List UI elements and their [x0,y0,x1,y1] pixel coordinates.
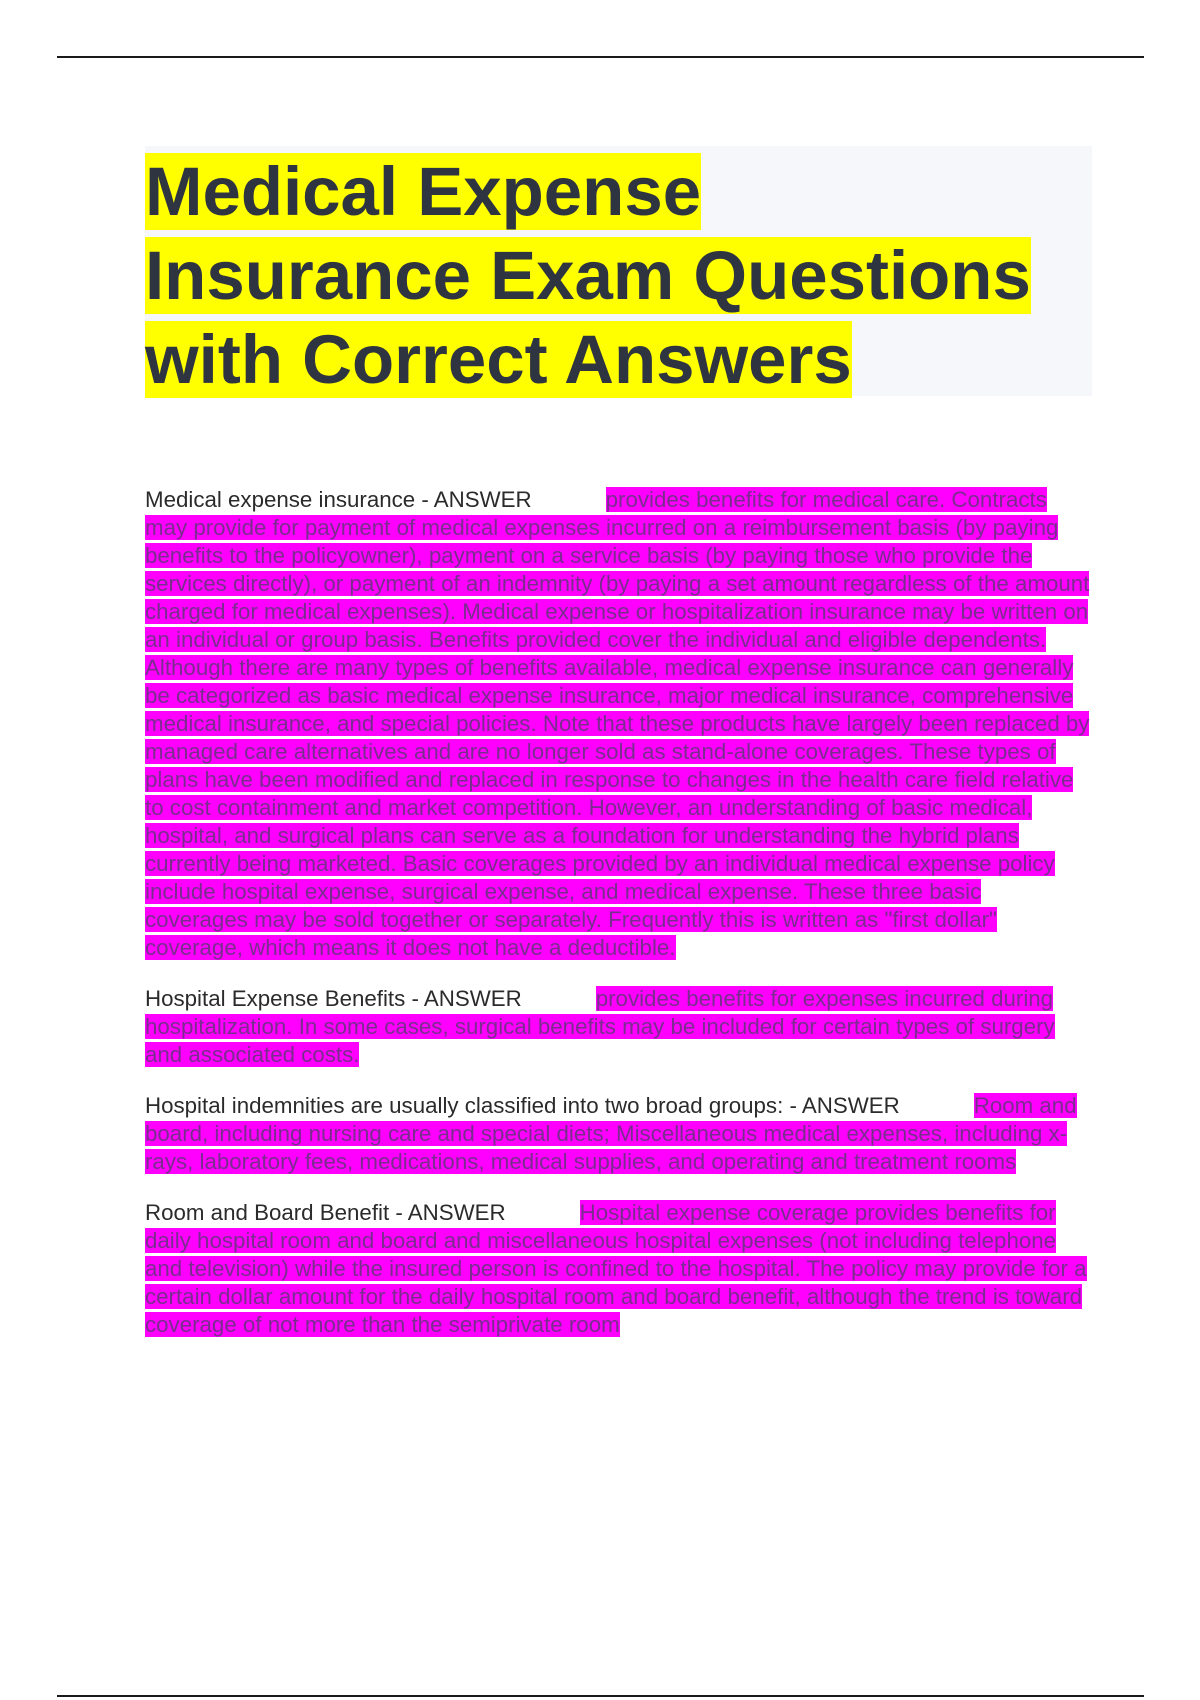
answer-text: Room and board, including nursing care and special diets; Miscellaneous medical expenses, including x-rays, laboratory fees, medications, medical supplies, and operating and treatment rooms [145,1093,1077,1174]
qa-item [145,1092,1090,1176]
question-text: Medical expense insurance - ANSWER [145,487,532,512]
answer-text: provides benefits for medical care. Contracts may provide for payment of medical expenses incurred on a reimbursement basis (by paying benefits to the policyowner), payment on a service basis (by paying those who provide the services directly), or payment of an indemnity (by paying a set amount regardless of the amount charged for medical expenses). Medical expense or hospitalization insurance may be written on an individual or group basis. Benefits provided cover the individual and eligible dependents. Although there are many types of benefits available, medical expense insurance can generally be categorized as basic medical expense insurance, major medical insurance, comprehensive medical insurance, and special policies. Note that these products have largely been replaced by managed care alternatives and are no longer sold as stand-alone coverages. These types of plans have been modified and replaced in response to changes in the health care field relative to cost containment and market competition. However, an understanding of basic medical, hospital, and surgical plans can serve as a foundation for understanding the hybrid plans currently being marketed. Basic coverages provided by an individual medical expense policy include hospital expense, surgical expense, and medical expense. These three basic coverages may be sold together or separately. Frequently this is written as "first dollar" coverage, which means it does not have a deductible. [145,487,1090,960]
qa-item [145,486,1090,962]
bottom-rule [57,1695,1144,1697]
title-line-1: Medical Expense [145,153,702,230]
title-line-3: with Correct Answers [145,321,852,398]
question-text: Hospital Expense Benefits - ANSWER [145,986,522,1011]
qa-item [145,1199,1090,1339]
qa-list [145,486,1090,1362]
answer-text: provides benefits for expenses incurred during hospitalization. In some cases, surgical benefits may be included for certain types of surgery and associated costs. [145,986,1055,1067]
page-title [145,150,1092,402]
answer-text: Hospital expense coverage provides benefits for daily hospital room and board and miscellaneous hospital expenses (not including telephone and television) while the insured person is confined to the hospital. The policy may provide for a certain dollar amount for the daily hospital room and board benefit, although the trend is toward coverage of not more than the semiprivate room [145,1200,1087,1337]
title-line-2: Insurance Exam Questions [145,237,1031,314]
question-text: Hospital indemnities are usually classified into two broad groups: - ANSWER [145,1093,900,1118]
top-rule [57,56,1144,58]
qa-item [145,985,1090,1069]
question-text: Room and Board Benefit - ANSWER [145,1200,506,1225]
